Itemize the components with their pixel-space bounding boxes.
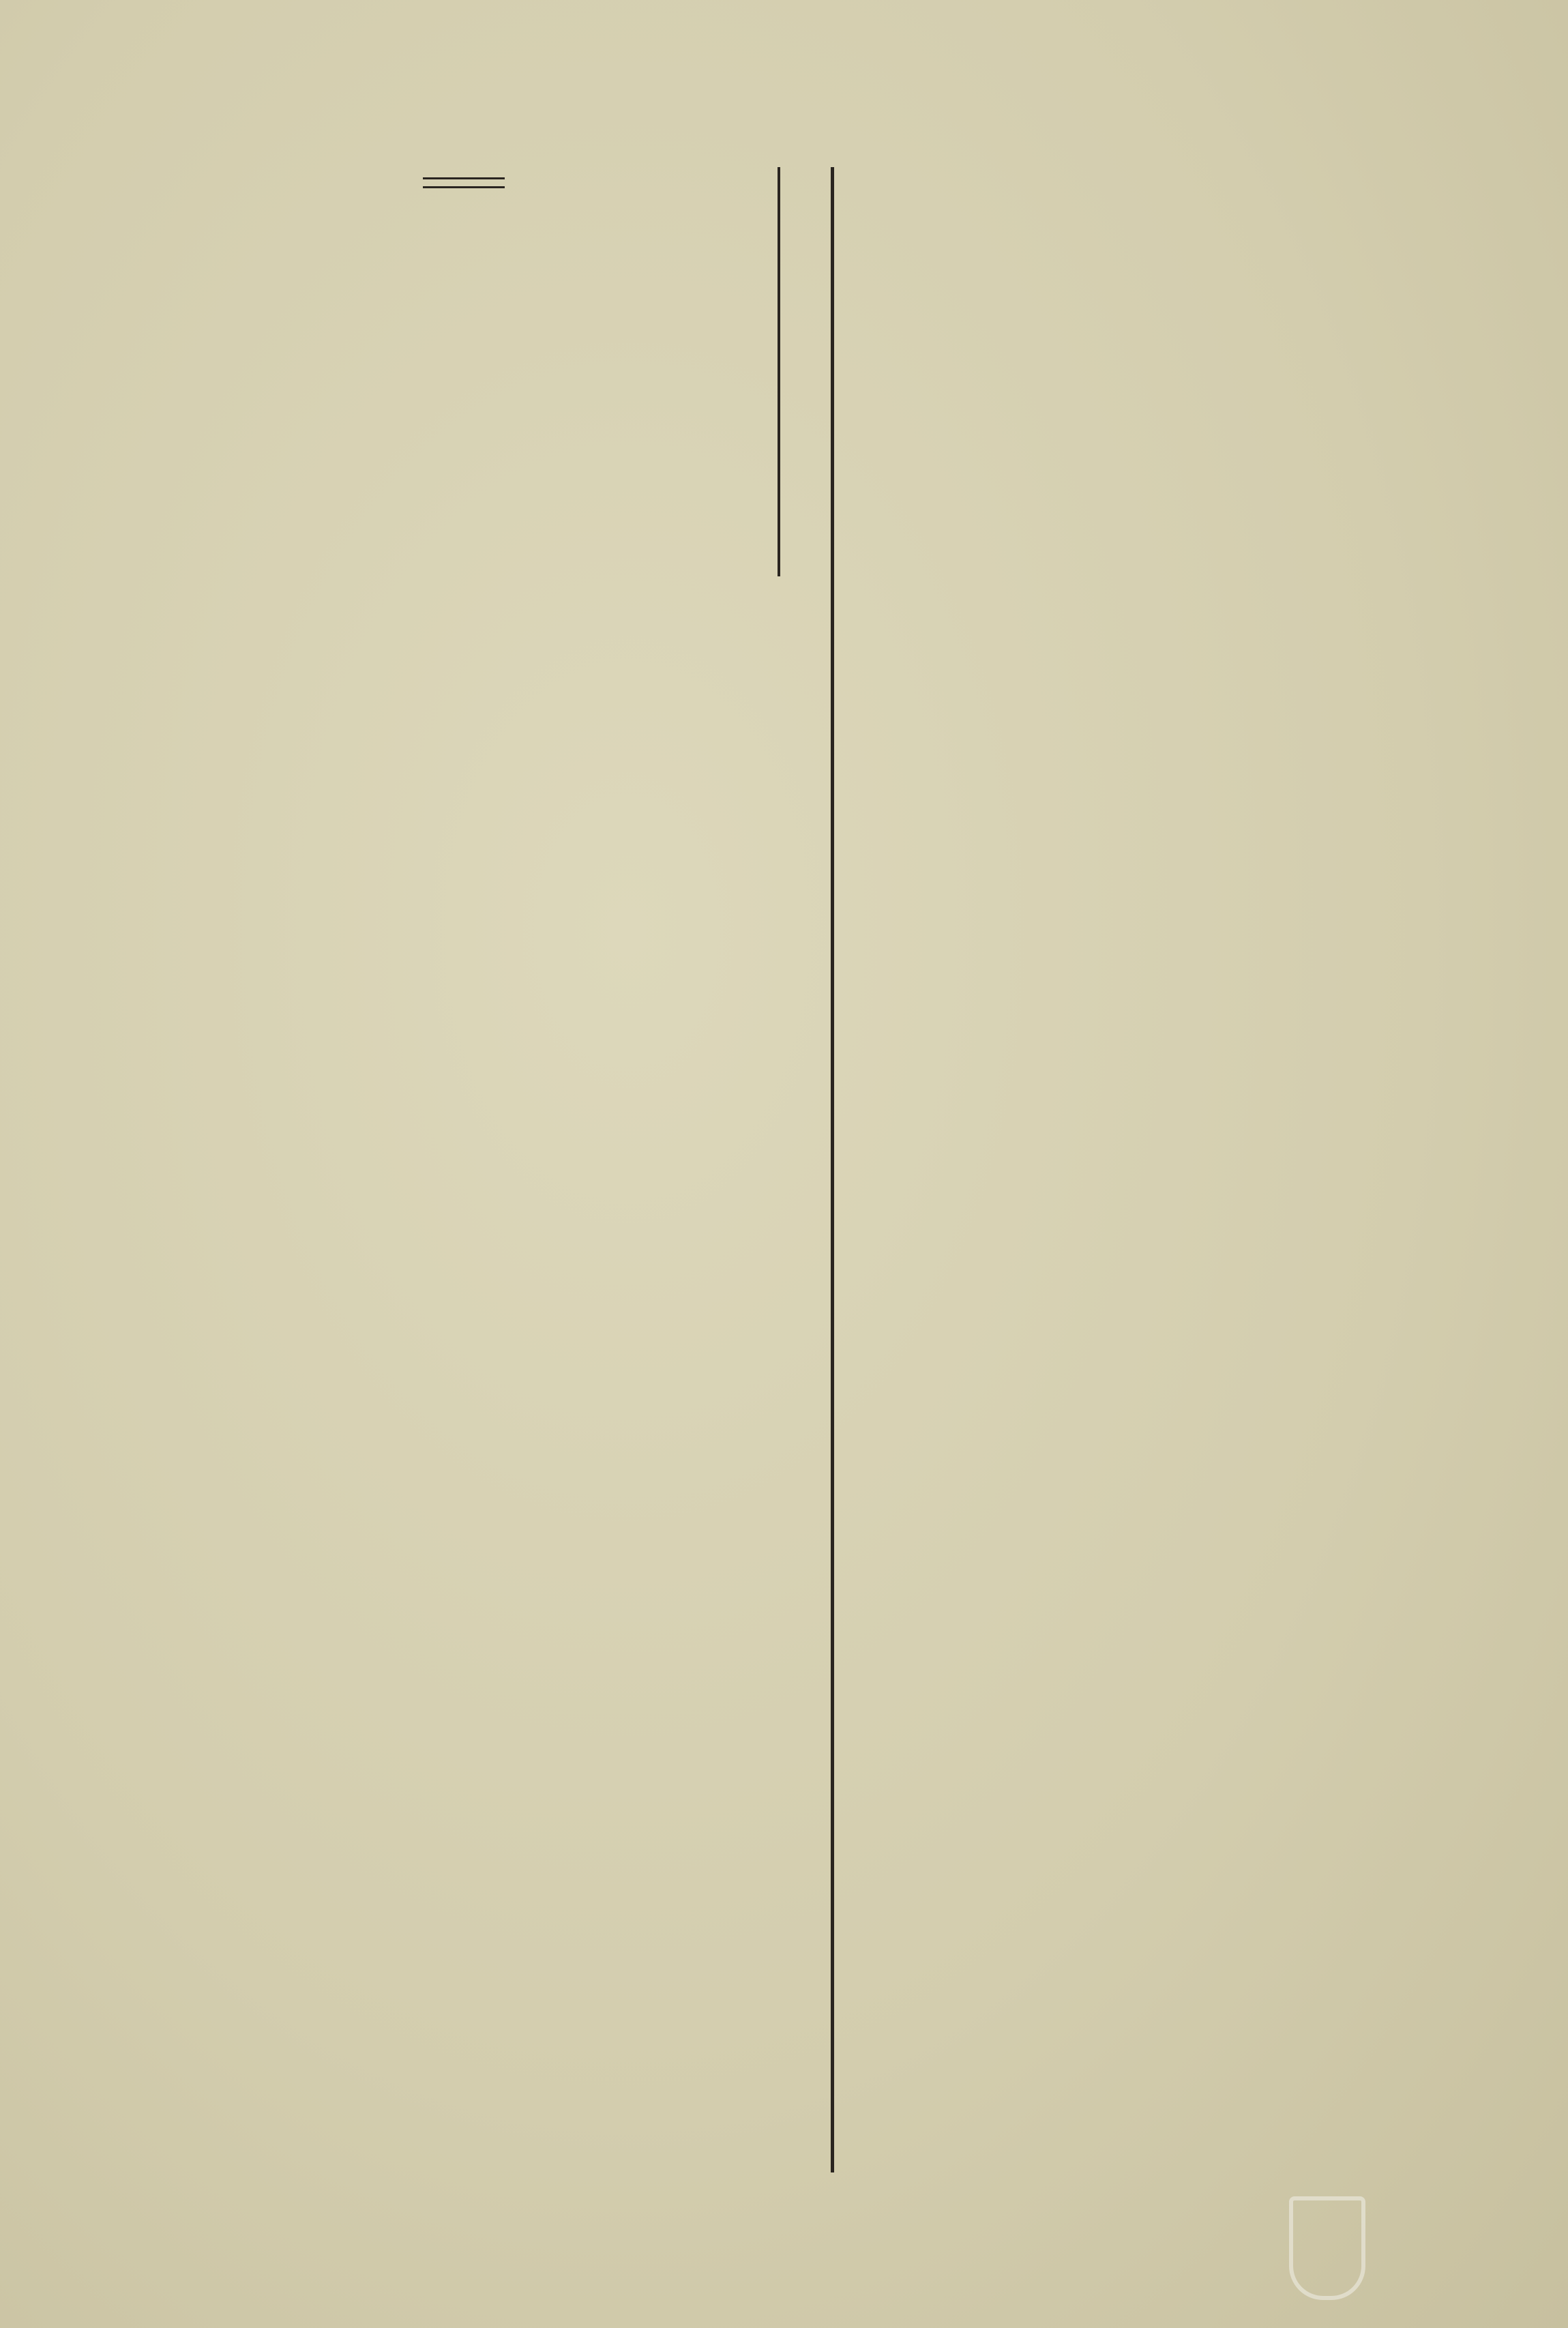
column-divider xyxy=(831,167,834,2172)
margin-rule xyxy=(778,167,794,576)
right-column xyxy=(853,157,1500,177)
city-shield-icon xyxy=(1289,2196,1365,2300)
section-separator xyxy=(423,177,505,188)
left-column xyxy=(140,171,788,201)
watermark-logo xyxy=(1282,2196,1528,2299)
